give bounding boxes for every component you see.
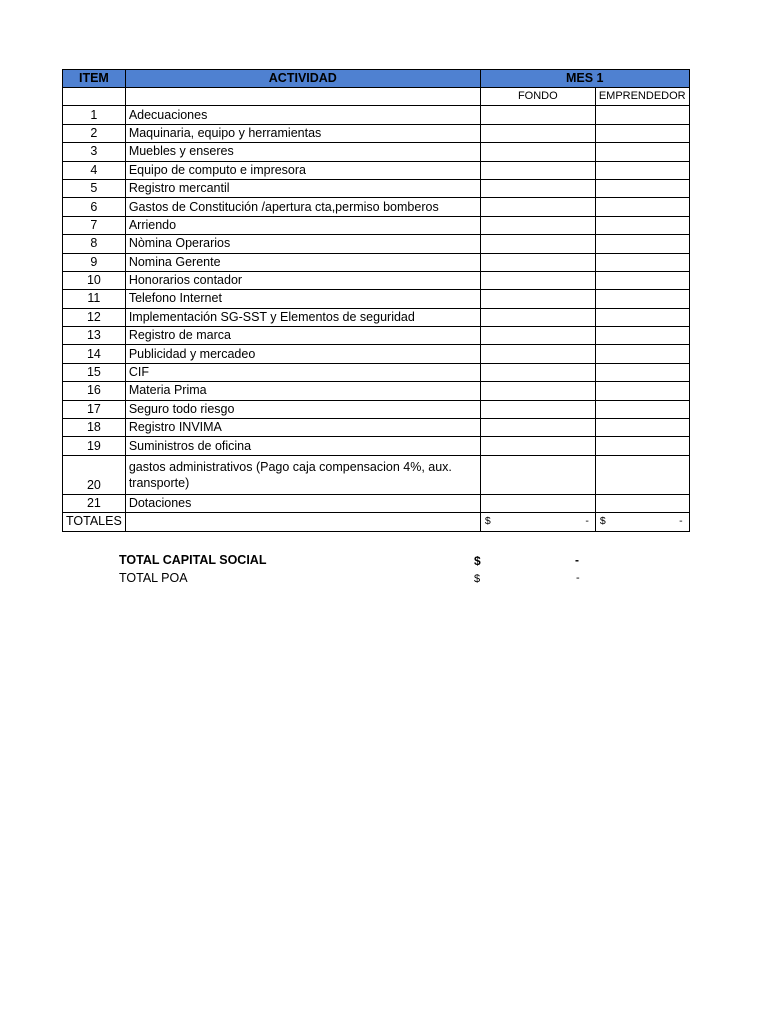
item-cell[interactable]: 10 — [63, 271, 126, 289]
table-row — [63, 494, 690, 512]
emprendedor-cell[interactable] — [595, 179, 689, 197]
emprendedor-cell[interactable] — [595, 290, 689, 308]
emprendedor-cell[interactable] — [595, 198, 689, 216]
table-row — [63, 290, 690, 308]
table-row — [63, 235, 690, 253]
emprendedor-cell[interactable] — [595, 345, 689, 363]
table-row — [63, 400, 690, 418]
fondo-cell[interactable] — [480, 419, 595, 437]
actividad-cell[interactable]: Arriendo — [125, 216, 480, 234]
header-actividad[interactable]: ACTIVIDAD — [125, 70, 480, 88]
emprendedor-cell[interactable] — [595, 382, 689, 400]
fondo-cell[interactable] — [480, 124, 595, 142]
item-cell[interactable]: 21 — [63, 494, 126, 512]
actividad-cell[interactable]: Muebles y enseres — [125, 143, 480, 161]
fondo-cell[interactable] — [480, 455, 595, 494]
fondo-cell[interactable] — [480, 271, 595, 289]
fondo-cell[interactable] — [480, 327, 595, 345]
actividad-cell[interactable]: Adecuaciones — [125, 106, 480, 124]
actividad-cell[interactable]: Implementación SG-SST y Elementos de seguridad — [125, 308, 480, 326]
item-cell[interactable]: 18 — [63, 419, 126, 437]
emprendedor-cell[interactable] — [595, 124, 689, 142]
table-row — [63, 253, 690, 271]
table-row — [63, 345, 690, 363]
fondo-cell[interactable] — [480, 179, 595, 197]
subheader-fondo[interactable]: FONDO — [480, 88, 595, 106]
emprendedor-cell[interactable] — [595, 400, 689, 418]
fondo-cell[interactable] — [480, 382, 595, 400]
fondo-cell[interactable] — [480, 106, 595, 124]
actividad-cell[interactable]: gastos administrativos (Pago caja compensacion 4%, aux. transporte) — [125, 455, 480, 494]
item-cell[interactable]: 16 — [63, 382, 126, 400]
actividad-cell[interactable]: Suministros de oficina — [125, 437, 480, 455]
fondo-cell[interactable] — [480, 143, 595, 161]
emprendedor-cell[interactable] — [595, 308, 689, 326]
total-capital-social-label: TOTAL CAPITAL SOCIAL — [119, 553, 267, 567]
item-cell[interactable]: 6 — [63, 198, 126, 216]
item-cell[interactable]: 15 — [63, 363, 126, 381]
item-cell[interactable]: 19 — [63, 437, 126, 455]
totales-fondo-currency: $ — [484, 515, 491, 528]
total-poa-label: TOTAL POA — [119, 571, 188, 585]
actividad-cell[interactable]: Seguro todo riesgo — [125, 400, 480, 418]
table-row — [63, 382, 690, 400]
emprendedor-cell[interactable] — [595, 271, 689, 289]
emprendedor-cell[interactable] — [595, 437, 689, 455]
fondo-cell[interactable] — [480, 198, 595, 216]
actividad-cell[interactable]: Registro mercantil — [125, 179, 480, 197]
actividad-cell[interactable]: Registro INVIMA — [125, 419, 480, 437]
total-capital-social-currency: $ — [474, 554, 481, 568]
total-poa-value: - — [576, 572, 580, 584]
actividad-cell[interactable]: Materia Prima — [125, 382, 480, 400]
subheader-emprendedor[interactable]: EMPRENDEDOR — [595, 88, 689, 106]
actividad-cell[interactable]: Nomina Gerente — [125, 253, 480, 271]
fondo-cell[interactable] — [480, 253, 595, 271]
actividad-cell[interactable]: Registro de marca — [125, 327, 480, 345]
emprendedor-cell[interactable] — [595, 235, 689, 253]
emprendedor-cell[interactable] — [595, 106, 689, 124]
header-item[interactable]: ITEM — [63, 70, 126, 88]
header-row — [63, 70, 690, 88]
fondo-cell[interactable] — [480, 235, 595, 253]
emprendedor-cell[interactable] — [595, 455, 689, 494]
table-row — [63, 106, 690, 124]
total-capital-social-value: - — [575, 553, 579, 567]
totales-emprendedor[interactable] — [595, 513, 689, 531]
table-row — [63, 143, 690, 161]
emprendedor-cell[interactable] — [595, 494, 689, 512]
table-row — [63, 124, 690, 142]
totales-label[interactable]: TOTALES — [63, 513, 126, 531]
table-row — [63, 363, 690, 381]
fondo-cell[interactable] — [480, 290, 595, 308]
actividad-cell[interactable]: Dotaciones — [125, 494, 480, 512]
table-row — [63, 216, 690, 234]
actividad-cell[interactable]: Publicidad y mercadeo — [125, 345, 480, 363]
item-cell[interactable]: 3 — [63, 143, 126, 161]
totales-emprendedor-currency: $ — [599, 515, 606, 528]
subheader-item-blank[interactable] — [63, 88, 126, 106]
item-cell[interactable]: 13 — [63, 327, 126, 345]
total-poa-currency: $ — [474, 573, 481, 585]
emprendedor-cell[interactable] — [595, 327, 689, 345]
fondo-cell[interactable] — [480, 161, 595, 179]
actividad-cell[interactable]: Honorarios contador — [125, 271, 480, 289]
item-cell[interactable]: 14 — [63, 345, 126, 363]
actividad-cell[interactable]: CIF — [125, 363, 480, 381]
totales-fondo[interactable] — [480, 513, 595, 531]
item-cell[interactable]: 17 — [63, 400, 126, 418]
item-cell[interactable]: 9 — [63, 253, 126, 271]
actividad-cell[interactable]: Equipo de computo e impresora — [125, 161, 480, 179]
totales-emprendedor-value: - — [679, 515, 683, 528]
emprendedor-cell[interactable] — [595, 253, 689, 271]
table-row — [63, 271, 690, 289]
table-row — [63, 198, 690, 216]
totals-row — [63, 513, 690, 531]
actividad-cell[interactable]: Gastos de Constitución /apertura cta,permiso bomberos — [125, 198, 480, 216]
table-row — [63, 161, 690, 179]
subheader-row — [63, 88, 690, 106]
table-row — [63, 179, 690, 197]
fondo-cell[interactable] — [480, 216, 595, 234]
header-mes[interactable]: MES 1 — [480, 70, 689, 88]
fondo-cell[interactable] — [480, 345, 595, 363]
item-cell[interactable]: 5 — [63, 179, 126, 197]
item-cell[interactable]: 1 — [63, 106, 126, 124]
item-cell[interactable]: 11 — [63, 290, 126, 308]
item-cell[interactable]: 4 — [63, 161, 126, 179]
emprendedor-cell[interactable] — [595, 161, 689, 179]
emprendedor-cell[interactable] — [595, 419, 689, 437]
fondo-cell[interactable] — [480, 400, 595, 418]
subheader-actividad-blank[interactable] — [125, 88, 480, 106]
table-row — [63, 327, 690, 345]
item-cell[interactable]: 7 — [63, 216, 126, 234]
totales-fondo-value: - — [585, 515, 589, 528]
actividad-cell[interactable]: Telefono Internet — [125, 290, 480, 308]
actividad-cell[interactable]: Maquinaria, equipo y herramientas — [125, 124, 480, 142]
actividad-cell[interactable]: Nòmina Operarios — [125, 235, 480, 253]
table-row — [63, 308, 690, 326]
fondo-cell[interactable] — [480, 308, 595, 326]
emprendedor-cell[interactable] — [595, 363, 689, 381]
totales-actividad-blank[interactable] — [125, 513, 480, 531]
item-cell[interactable]: 2 — [63, 124, 126, 142]
table-row — [63, 455, 690, 494]
fondo-cell[interactable] — [480, 494, 595, 512]
emprendedor-cell[interactable] — [595, 143, 689, 161]
budget-table — [62, 69, 690, 532]
table-row — [63, 419, 690, 437]
item-cell[interactable]: 12 — [63, 308, 126, 326]
fondo-cell[interactable] — [480, 437, 595, 455]
item-cell[interactable]: 8 — [63, 235, 126, 253]
fondo-cell[interactable] — [480, 363, 595, 381]
emprendedor-cell[interactable] — [595, 216, 689, 234]
table-row — [63, 437, 690, 455]
item-cell[interactable]: 20 — [63, 455, 126, 494]
